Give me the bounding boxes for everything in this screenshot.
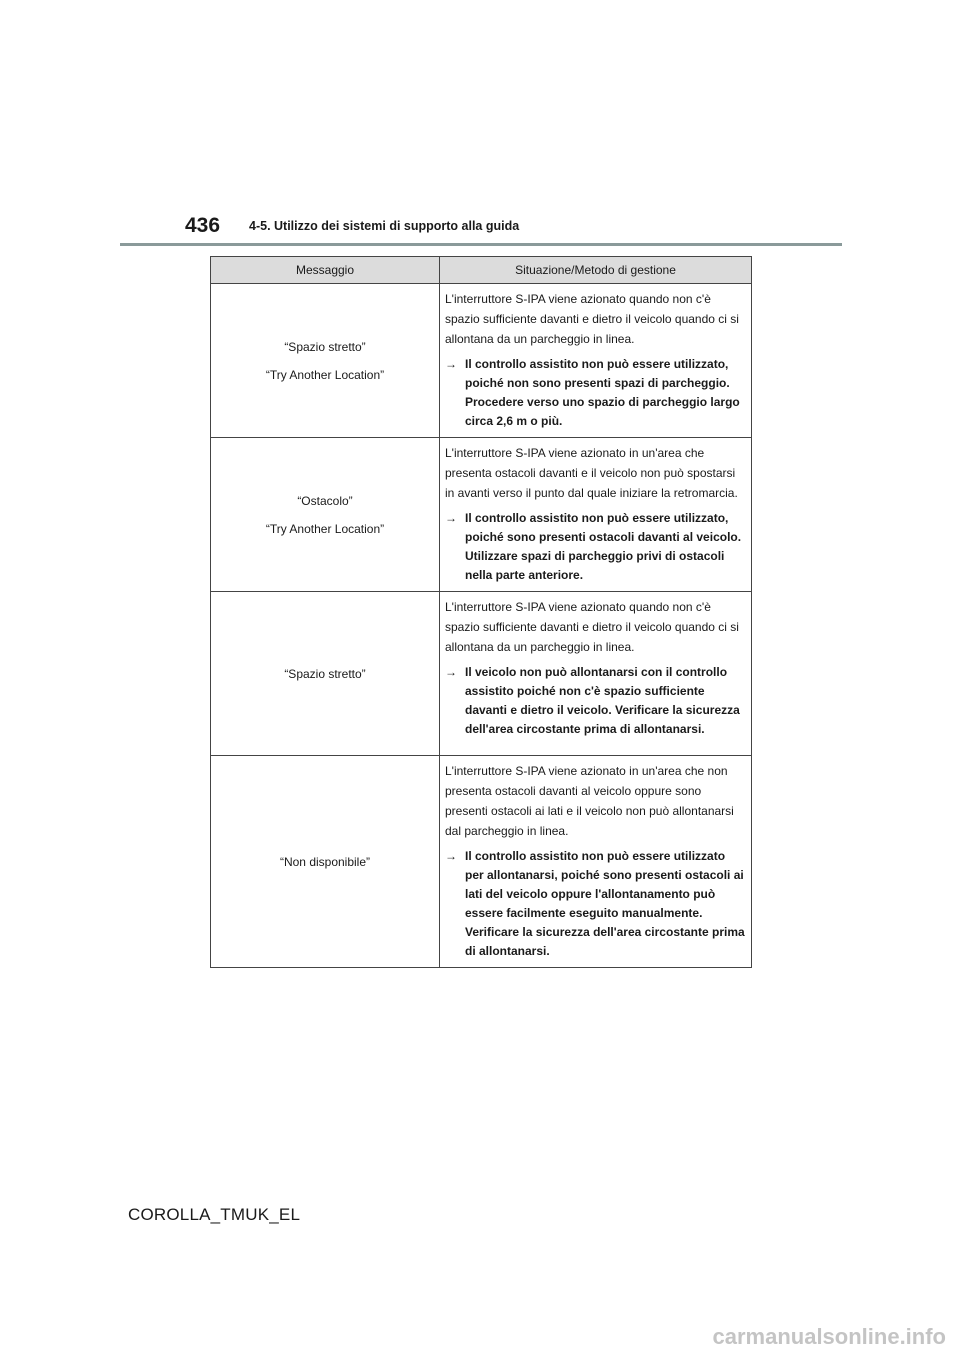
message-cell [211,438,440,592]
messages-table [210,256,752,968]
action-block [445,847,747,961]
action-block [445,509,747,585]
situation-cell [440,756,752,968]
arrow-right-icon: → [445,357,457,371]
table-header-row [211,257,752,284]
situation-text: L'interruttore S-IPA viene azionato in un'area che non presenta ostacoli davanti al veicolo oppure sono presenti ostacoli ai lati e il veicolo non può allontanarsi dal parcheggio in linea. [445,764,734,838]
message-text: “Non disponibile” [279,854,371,869]
action-text: Il controllo assistito non può essere utilizzato per allontanarsi, poiché sono presenti ostacoli ai lati del veicolo oppure l'allontanamento può essere facilmente eseguito manualmente. Verificare la sicurezza dell'area circostante prima di allontanarsi. [465,849,745,958]
arrow-right-icon: → [445,849,457,863]
table-row [211,592,752,756]
table-row [211,438,752,592]
situation-cell [440,284,752,438]
section-title: 4-5. Utilizzo dei sistemi di supporto alla guida [249,219,520,233]
situation-text: L'interruttore S-IPA viene azionato quando non c'è spazio sufficiente davanti e dietro il veicolo quando ci si allontana da un parcheggio in linea. [445,600,739,654]
page-number: 436 [185,214,221,237]
column-header-situation: Situazione/Metodo di gestione [440,257,752,284]
action-block [445,663,747,739]
message-text: “Ostacolo” [297,493,353,508]
action-text: Il controllo assistito non può essere utilizzato, poiché non sono presenti spazi di parcheggio. Procedere verso uno spazio di parcheggio largo circa 2,6 m o più. [465,357,740,428]
table-row [211,756,752,968]
arrow-right-icon: → [445,511,457,525]
action-block [445,355,747,431]
message-cell [211,756,440,968]
table-row [211,284,752,438]
watermark-link[interactable]: carmanualsonline.info [712,1324,946,1349]
column-header-message: Messaggio [211,257,440,284]
message-text: “Spazio stretto” [284,339,366,354]
header-divider [120,243,842,246]
situation-cell [440,438,752,592]
message-text: “Spazio stretto” [284,666,366,681]
arrow-right-icon: → [445,665,457,679]
message-text: “Try Another Location” [265,521,385,536]
message-cell [211,284,440,438]
action-text: Il controllo assistito non può essere utilizzato, poiché sono presenti ostacoli davanti al veicolo. Utilizzare spazi di parcheggio privi di ostacoli nella parte anteriore. [465,511,742,582]
situation-text: L'interruttore S-IPA viene azionato in un'area che presenta ostacoli davanti e il veicolo non può spostarsi in avanti verso il punto dal quale iniziare la retromarcia. [445,446,738,500]
situation-text: L'interruttore S-IPA viene azionato quando non c'è spazio sufficiente davanti e dietro il veicolo quando ci si allontana da un parcheggio in linea. [445,292,739,346]
document-code: COROLLA_TMUK_EL [128,1205,301,1224]
message-text: “Try Another Location” [265,367,385,382]
message-cell [211,592,440,756]
action-text: Il veicolo non può allontanarsi con il controllo assistito poiché non c'è spazio sufficiente davanti e dietro il veicolo. Verificare la sicurezza dell'area circostante prima di allontanarsi. [465,665,740,736]
situation-cell [440,592,752,756]
